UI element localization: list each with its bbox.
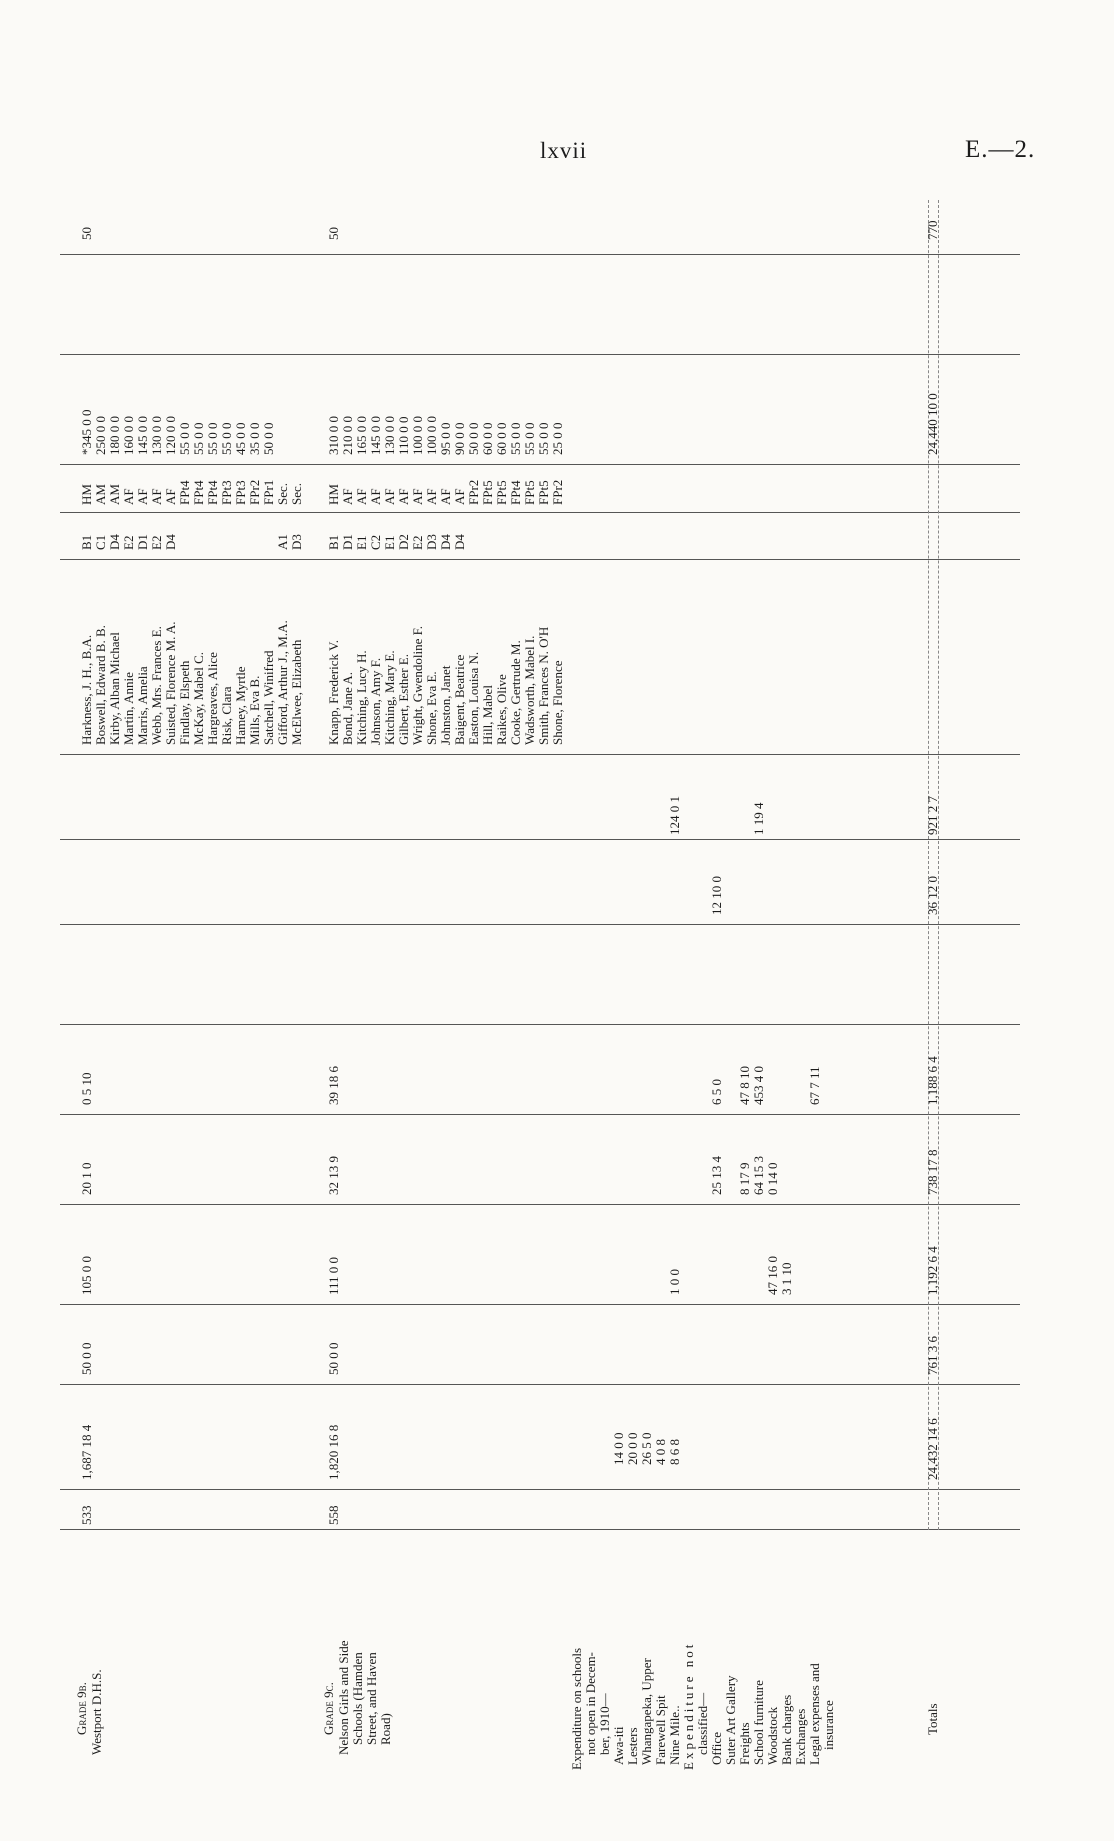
staff-position: AM (93, 484, 108, 505)
staff-position: FPt5 (480, 480, 495, 505)
staff-salary: 100 0 0 (410, 416, 425, 455)
page-code: E.—2. (965, 136, 1036, 163)
amount-cell: 50 (326, 227, 341, 240)
section-label: classified— (695, 1692, 710, 1755)
staff-class: B1 (79, 534, 94, 550)
amount-cell: 8 17 9 (737, 1162, 752, 1195)
staff-name: Risk, Clara (219, 686, 234, 745)
attendance-cell: 533 (79, 1505, 94, 1525)
staff-salary: 110 0 0 (396, 416, 411, 455)
row-label: insurance (821, 1700, 836, 1750)
amount-cell: 124 0 1 (667, 796, 682, 835)
staff-salary: 50 0 0 (261, 422, 276, 455)
staff-position: FPt4 (191, 480, 206, 505)
rule-v (60, 754, 1020, 755)
staff-position: AF (396, 488, 411, 505)
row-label: Suter Art Gallery (723, 1675, 738, 1765)
staff-class: B1 (326, 534, 341, 550)
total-cell: 24,440 10 0 (925, 393, 940, 455)
staff-salary: 95 0 0 (438, 422, 453, 455)
school-name: Nelson Girls and Side (336, 1640, 351, 1755)
staff-position: AM (107, 484, 122, 505)
total-cell: 761 3 6 (925, 1336, 940, 1375)
rotated-table (60, 200, 1020, 1775)
amount-cell: 39 18 6 (326, 1066, 341, 1105)
staff-salary: 25 0 0 (550, 422, 565, 455)
row-label: Awa-iti (611, 1726, 626, 1765)
amount-cell: 12 10 0 (709, 876, 724, 915)
rule-v (60, 1489, 1020, 1490)
staff-class: D1 (135, 534, 150, 550)
amount-cell: 6 5 0 (709, 1079, 724, 1105)
staff-salary: 45 0 0 (233, 422, 248, 455)
amount-cell: 4 0 8 (653, 1439, 668, 1465)
staff-name: Gifford, Arthur J., M.A. (275, 620, 290, 745)
staff-name: McKay, Mabel C. (191, 651, 206, 745)
section-label: Expenditure not (681, 1641, 696, 1770)
grade-label: Grade 9c. (321, 1682, 336, 1735)
total-cell: 1,192 6 4 (925, 1246, 940, 1295)
staff-class: D3 (424, 534, 439, 550)
staff-salary: *345 0 0 (79, 409, 94, 455)
rule-v (60, 354, 1020, 355)
staff-position: AF (149, 488, 164, 505)
staff-class: D2 (396, 534, 411, 550)
rule-v (60, 839, 1020, 840)
staff-name: Raikes, Olive (494, 674, 509, 745)
amount-cell: 20 0 0 (625, 1432, 640, 1465)
staff-position: AF (135, 488, 150, 505)
amount-cell: 0 5 10 (79, 1072, 94, 1105)
amount-cell: 111 0 0 (326, 1256, 341, 1295)
staff-salary: 130 0 0 (382, 416, 397, 455)
rule-v (60, 1024, 1020, 1025)
staff-name: Hill, Mabel (480, 685, 495, 745)
row-label: School furniture (751, 1680, 766, 1765)
amount-cell: 453 4 0 (751, 1066, 766, 1105)
staff-position: FPr2 (247, 479, 262, 505)
staff-class: D3 (289, 534, 304, 550)
row-label: Woodstock (765, 1706, 780, 1765)
staff-class: E1 (354, 535, 369, 550)
grade-label: Grade 9b. (74, 1682, 89, 1735)
staff-class: D4 (107, 534, 122, 550)
school-name: Street, and Haven (364, 1652, 379, 1745)
rule-v (60, 1304, 1020, 1305)
staff-position: AF (121, 488, 136, 505)
staff-position: FPt5 (522, 480, 537, 505)
amount-cell: 32 13 9 (326, 1156, 341, 1195)
staff-salary: 55 0 0 (536, 422, 551, 455)
staff-salary: 55 0 0 (219, 422, 234, 455)
staff-position: AF (424, 488, 439, 505)
staff-name: Kirby, Alban Michael (107, 632, 122, 745)
staff-class: E2 (149, 535, 164, 550)
staff-name: Baigent, Beatrice (452, 654, 467, 745)
staff-class: A1 (275, 534, 290, 550)
total-cell: 1,188 6 4 (925, 1056, 940, 1105)
staff-salary: 160 0 0 (121, 416, 136, 455)
staff-name: Suisted, Florence M. A. (163, 621, 178, 745)
staff-name: McElwee, Elizabeth (289, 639, 304, 745)
page-number: lxvii (540, 138, 588, 163)
staff-class: C2 (368, 534, 383, 550)
row-label: Legal expenses and (807, 1663, 822, 1765)
staff-name: Hargreaves, Alice (205, 652, 220, 745)
school-name: Schools (Hamden (350, 1652, 365, 1745)
staff-salary: 180 0 0 (107, 416, 122, 455)
staff-class: D4 (163, 534, 178, 550)
staff-class: E2 (121, 535, 136, 550)
attendance-cell: 558 (326, 1505, 341, 1525)
staff-class: D4 (452, 534, 467, 550)
staff-salary: 100 0 0 (424, 416, 439, 455)
staff-salary: 145 0 0 (135, 416, 150, 455)
total-cell: 24,432 14 6 (925, 1418, 940, 1480)
amount-cell: 1 0 0 (667, 1269, 682, 1295)
staff-salary: 55 0 0 (205, 422, 220, 455)
amount-cell: 0 14 0 (765, 1162, 780, 1195)
staff-position: Sec. (275, 482, 290, 505)
staff-name: Smith, Frances N. O'H (536, 626, 551, 745)
staff-position: FPt4 (205, 480, 220, 505)
staff-name: Mills, Eva B. (247, 675, 262, 745)
row-label: Exchanges (793, 1708, 808, 1765)
staff-name: Kitching, Lucy H. (354, 650, 369, 745)
rule-v (60, 559, 1020, 560)
staff-salary: 145 0 0 (368, 416, 383, 455)
staff-salary: 310 0 0 (326, 416, 341, 455)
school-name: Westport D.H.S. (89, 1669, 104, 1755)
staff-salary: 165 0 0 (354, 416, 369, 455)
amount-cell: 1,687 18 4 (79, 1424, 94, 1480)
staff-position: FPt4 (177, 480, 192, 505)
rule-v (60, 924, 1020, 925)
amount-cell: 3 1 10 (779, 1262, 794, 1295)
staff-class: D4 (438, 534, 453, 550)
totals-label: Totals (925, 1703, 940, 1735)
staff-name: Johnston, Janet (438, 665, 453, 745)
rule-v (60, 1384, 1020, 1385)
staff-name: Marris, Amelia (135, 666, 150, 745)
staff-position: HM (79, 484, 94, 505)
rule-v (60, 464, 1020, 465)
amount-cell: 50 0 0 (79, 1342, 94, 1375)
amount-cell: 1,820 16 8 (326, 1424, 341, 1480)
staff-name: Easton, Louisa N. (466, 651, 481, 745)
staff-name: Satchell, Winifred (261, 650, 276, 745)
staff-position: FPr2 (550, 479, 565, 505)
staff-position: HM (326, 484, 341, 505)
row-label: Bank charges (779, 1694, 794, 1765)
amount-cell: 8 6 8 (667, 1439, 682, 1465)
amount-cell: 26 5 0 (639, 1432, 654, 1465)
amount-cell: 47 8 10 (737, 1066, 752, 1105)
rule-v (60, 1114, 1020, 1115)
staff-salary: 50 0 0 (466, 422, 481, 455)
staff-class: E1 (382, 535, 397, 550)
row-label: Nine Mile.. (667, 1705, 682, 1765)
total-cell: 36 12 0 (925, 876, 940, 915)
staff-position: FPt5 (494, 480, 509, 505)
staff-name: Kitching, Mary E. (382, 650, 397, 745)
staff-name: Shone, Florence (550, 660, 565, 745)
staff-position: AF (368, 488, 383, 505)
staff-name: Harkness, J. H., B.A. (79, 634, 94, 745)
staff-position: FPt5 (536, 480, 551, 505)
staff-class: E2 (410, 535, 425, 550)
staff-salary: 55 0 0 (191, 422, 206, 455)
staff-position: FPt3 (219, 480, 234, 505)
staff-name: Findlay, Elspeth (177, 660, 192, 745)
amount-cell: 50 0 0 (326, 1342, 341, 1375)
staff-name: Bond, Jane A. (340, 672, 355, 745)
rule-v (60, 254, 1020, 255)
staff-name: Gilbert, Esther E. (396, 654, 411, 745)
amount-cell: 1 19 4 (751, 802, 766, 835)
staff-name: Wadsworth, Mabel I. (522, 635, 537, 745)
staff-position: AF (354, 488, 369, 505)
school-name: Road) (378, 1713, 393, 1745)
amount-cell: 64 15 3 (751, 1156, 766, 1195)
staff-position: AF (452, 488, 467, 505)
staff-salary: 60 0 0 (480, 422, 495, 455)
staff-name: Johnson, Amy F. (368, 657, 383, 745)
staff-name: Hamey, Myrtle (233, 666, 248, 745)
rule-v (60, 1204, 1020, 1205)
staff-salary: 55 0 0 (522, 422, 537, 455)
section-label: ber, 1910— (597, 1693, 612, 1755)
amount-cell: 47 16 0 (765, 1256, 780, 1295)
row-label: Office (709, 1732, 724, 1765)
staff-name: Boswell, Edward B. B. (93, 625, 108, 745)
staff-position: AF (438, 488, 453, 505)
staff-class: D1 (340, 534, 355, 550)
staff-name: Martin, Annie (121, 672, 136, 745)
total-cell: 738 17 8 (925, 1149, 940, 1195)
amount-cell: 105 0 0 (79, 1256, 94, 1295)
amount-cell: 25 13 4 (709, 1156, 724, 1195)
rule-v (60, 1529, 1020, 1530)
staff-salary: 120 0 0 (163, 416, 178, 455)
staff-name: Wright, Gwendoline F. (410, 625, 425, 745)
row-label: Freights (737, 1722, 752, 1765)
section-label: not open in Decem- (583, 1652, 598, 1755)
amount-cell: 67 7 11 (807, 1066, 822, 1105)
staff-position: FPr1 (261, 479, 276, 505)
staff-position: AF (340, 488, 355, 505)
amount-cell: 50 (79, 227, 94, 240)
row-label: Lesters (625, 1727, 640, 1765)
staff-position: FPt4 (508, 480, 523, 505)
staff-salary: 90 0 0 (452, 422, 467, 455)
row-label: Farewell Spit (653, 1695, 668, 1765)
staff-salary: 55 0 0 (508, 422, 523, 455)
staff-name: Knapp, Frederick V. (326, 640, 341, 745)
staff-salary: 210 0 0 (340, 416, 355, 455)
amount-cell: 20 1 0 (79, 1162, 94, 1195)
staff-salary: 55 0 0 (177, 422, 192, 455)
total-cell: 770 (925, 220, 940, 240)
staff-name: Cooke, Gertrude M. (508, 640, 523, 745)
staff-class: C1 (93, 534, 108, 550)
staff-position: FPr2 (466, 479, 481, 505)
staff-salary: 60 0 0 (494, 422, 509, 455)
staff-position: AF (410, 488, 425, 505)
row-label: Whangapeka, Upper (639, 1658, 654, 1765)
staff-salary: 250 0 0 (93, 416, 108, 455)
rule-v (60, 512, 1020, 513)
staff-salary: 130 0 0 (149, 416, 164, 455)
staff-position: AF (163, 488, 178, 505)
section-label: Expenditure on schools (569, 1647, 584, 1770)
staff-position: Sec. (289, 482, 304, 505)
staff-position: FPt3 (233, 480, 248, 505)
staff-name: Webb, Mrs. Frances E. (149, 626, 164, 745)
staff-salary: 35 0 0 (247, 422, 262, 455)
total-cell: 921 2 7 (925, 796, 940, 835)
staff-position: AF (382, 488, 397, 505)
amount-cell: 14 0 0 (611, 1432, 626, 1465)
staff-name: Shone, Eva E. (424, 671, 439, 745)
